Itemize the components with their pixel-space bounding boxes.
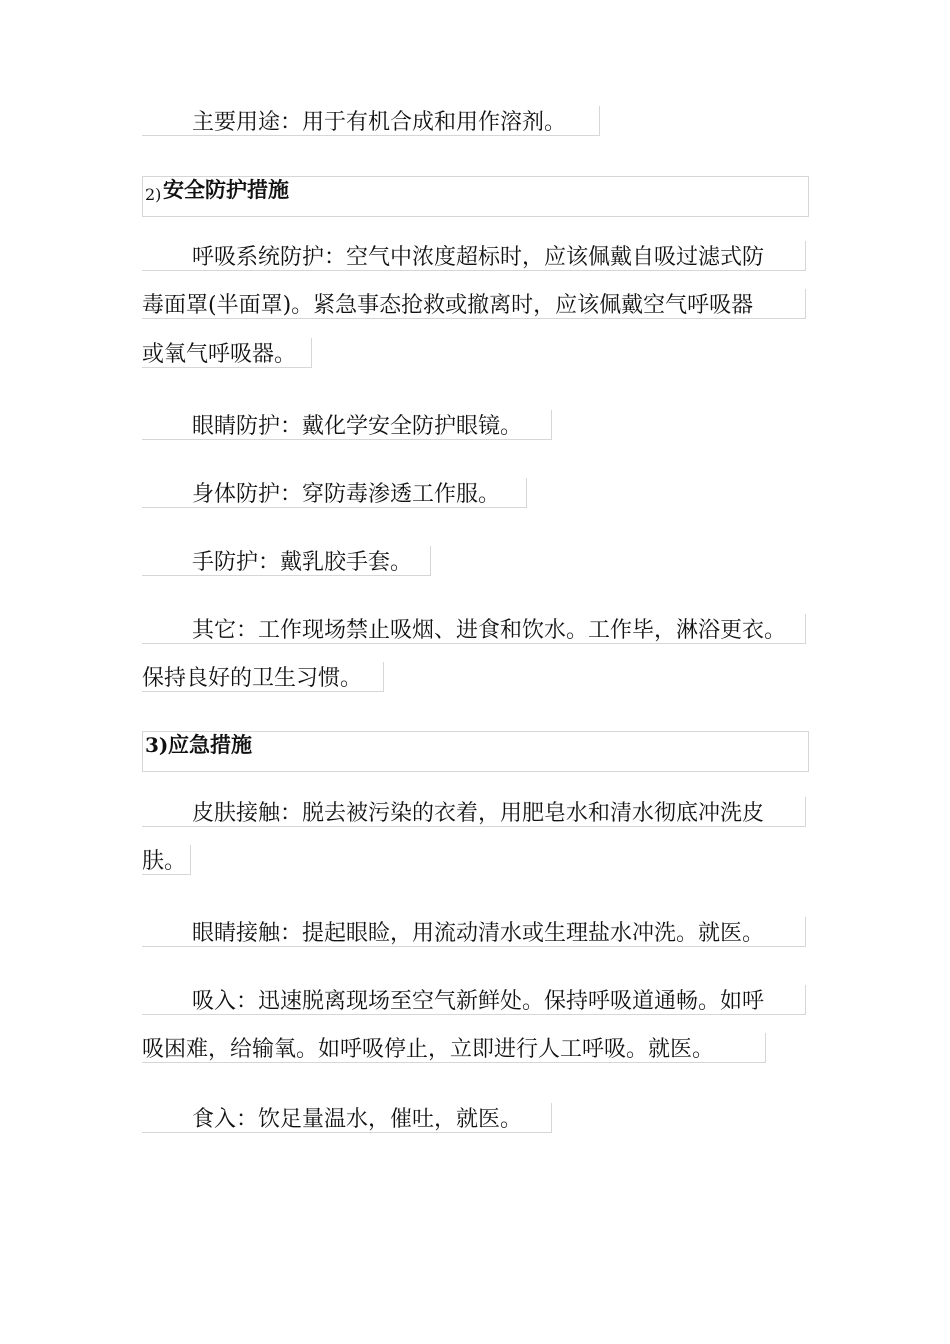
eye-protection-text: 眼睛防护：戴化学安全防护眼镜。: [192, 414, 523, 439]
section-number-2: 2): [145, 185, 162, 204]
hand-protection-text: 手防护：戴乳胶手套。: [192, 550, 413, 575]
inhalation-line-2: 吸困难，给输氧。如呼吸停止，立即进行人工呼吸。就医。: [142, 1037, 715, 1062]
respiratory-line-3: 或氧气呼吸器。: [142, 342, 297, 367]
inhalation-line-1: 吸入：迅速脱离现场至空气新鲜处。保持呼吸道通畅。如呼: [192, 989, 765, 1014]
usage-text: 主要用途：用于有机合成和用作溶剂。: [192, 110, 567, 135]
other-line-1: 其它：工作现场禁止吸烟、进食和饮水。工作毕，淋浴更衣。: [192, 618, 787, 643]
section-heading-3: [142, 731, 809, 772]
skin-contact-line-1: 皮肤接触：脱去被污染的衣着，用肥皂水和清水彻底冲洗皮: [192, 801, 765, 826]
respiratory-line-1: 呼吸系统防护：空气中浓度超标时，应该佩戴自吸过滤式防: [192, 245, 765, 270]
body-protection-text: 身体防护：穿防毒渗透工作服。: [192, 482, 501, 507]
section-title-2: 安全防护措施: [163, 177, 289, 202]
respiratory-line-2: 毒面罩(半面罩)。紧急事态抢救或撤离时，应该佩戴空气呼吸器: [142, 293, 754, 318]
section-number-3: 3): [145, 733, 169, 757]
eye-contact-text: 眼睛接触：提起眼睑，用流动清水或生理盐水冲洗。就医。: [192, 921, 765, 946]
other-line-2: 保持良好的卫生习惯。: [142, 666, 363, 691]
skin-contact-line-2: 肤。: [142, 849, 187, 874]
section-title-3: 应急措施: [168, 732, 252, 757]
section-heading-2: [142, 176, 809, 217]
ingestion-text: 食入：饮足量温水，催吐，就医。: [192, 1107, 523, 1132]
